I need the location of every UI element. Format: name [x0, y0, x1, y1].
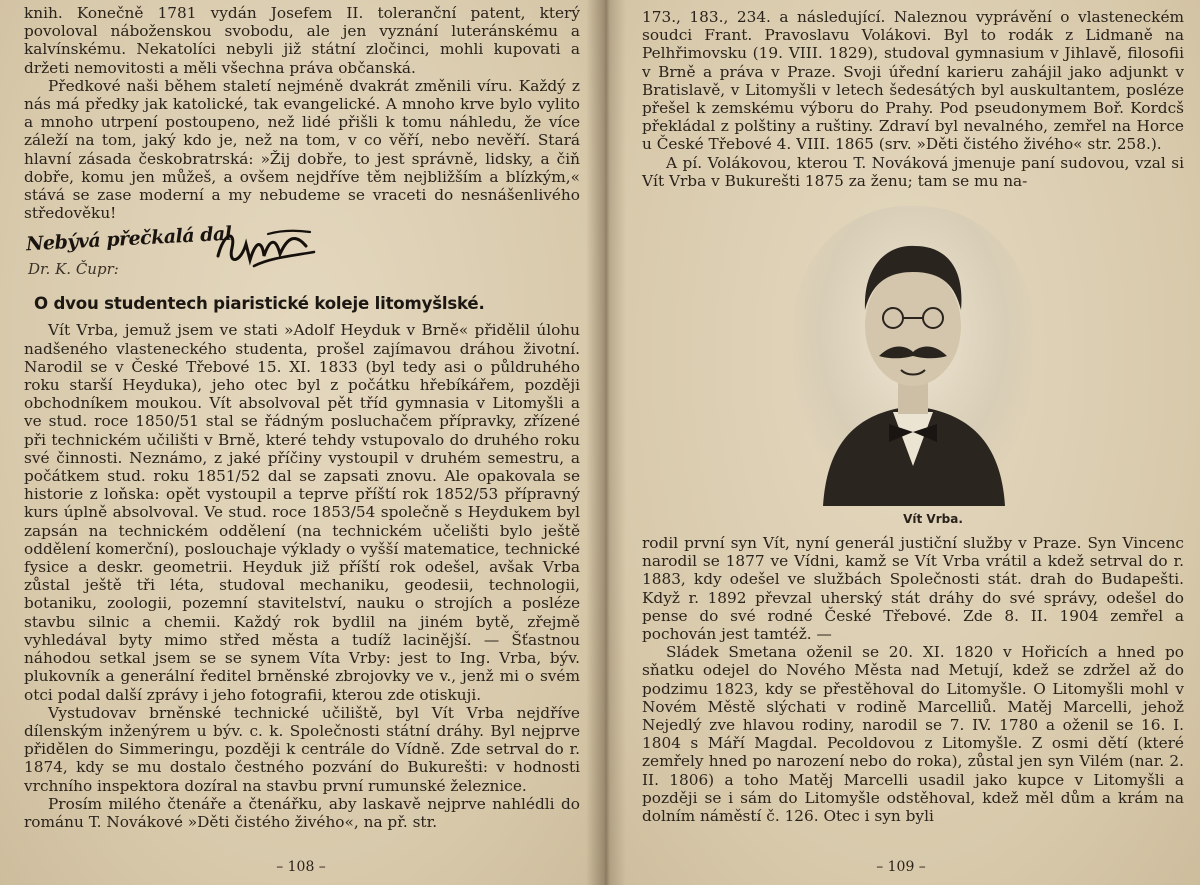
author-name: Dr. K. Čupr:: [28, 260, 119, 279]
portrait-caption: Vít Vrba.: [903, 512, 963, 527]
paragraph: Prosím milého čtenáře a čtenářku, aby laskavě nejprve nahlédli do románu T. Novákové »Děti čistého živého«, na př. str.: [24, 794, 580, 831]
right-page: [602, 0, 1200, 885]
page-number: – 108 –: [276, 859, 326, 875]
page-number: – 109 –: [876, 859, 926, 875]
paragraph: Vystudovav brněnské technické učiliště, byl Vít Vrba nejdříve dílenským inženýrem u býv. c. k. Společnosti státní dráhy. Byl nejprve přidělen do Simmeringu, později k centrále do Vídně. Zde setrval do r. 1874, kdy se mu dostalo čestného pozvání do Bukurešti: v hodnosti vrchního inspektora dozíral na stavbu první rumunské železnice.: [24, 703, 580, 795]
paragraph: A pí. Volákovou, kterou T. Nováková jmenuje paní sudovou, vzal si Vít Vrba v Bukurešti 1875 za ženu; tam se mu na-: [642, 153, 1184, 190]
paragraph: 173., 183., 234. a následující. Naleznou vyprávění o vlasteneckém soudci Frant. Pravoslavu Volákovi. Byl to rodák z Lidmaně na Pelhřimovsku (19. VIII. 1829), studoval gymnasium v Jihlavě, filosofii v Brně a práva v Praze. Svoji úřední karieru zahájil jako adjunkt v Bratislavě, v Litomyšli v letech šedesátých byl auskultantem, posléze přešel k zemskému výboru do Prahy. Pod pseudonymem Boř. Kordcš překládal z polštiny a ruštiny. Zdraví byl nevalného, zemřel na Horce u České Třebové 4. VIII. 1865 (srv. »Děti čistého živého« str. 258.).: [642, 8, 1184, 154]
paragraph: Vít Vrba, jemuž jsem ve stati »Adolf Heyduk v Brně« přidělil úlohu nadšeného vlasteneckého studenta, prošel zajímavou dráhou životní. Narodil se v České Třebové 15. XI. 1833 (byl tedy asi o půldruhého roku starší Heyduka), jeho otec byl z počátku hřebíkářem, později obchodníkem moukou. Vít absolvoval pět tříd gymnasia v Litomyšli a ve stud. roce 1850/51 stal se řádným posluchačem přípravky, zřízené při technickém učilišti v Brně, které tehdy vstupovalo do druhého roku své činnosti. Neznámo, z jaké příčiny vystoupil v druhém semestru, a počátkem stud. roku 1851/52 dal se zapsati znovu. Ale opakovala se historie z loňska: opět vystoupil a teprve příští rok 1852/53 přípravný kurs úplně absolvoval. Ve stud. roce 1853/54 společně s Heydukem byl zapsán na technickém oddělení (na technickém učelišti bylo ještě oddělení komerční), poslouchaje výklady o vyšší matematice, technické fysice a deskr. geometrii. Heyduk již příští rok odešel, avšak Vrba zůstal ještě tři léta, studoval mechaniku, geodesii, technologii, botaniku, zoologii, pozemní stavitelství, nauku o strojích a posléze stavbu silnic a chemii. Každý rok bydlil na jiném bytě, zřejmě vyhledával byty mimo střed města a tudíž lacinější. — Šťastnou náhodou setkal jsem se se synem Víta Vrby: jest to Ing. Vrba, býv. plukovník a generální ředitel brněnské zbrojovky ve v., jenž mi o svém otci podal další zprávy i jeho fotografii, kterou zde otiskuji.: [24, 321, 580, 704]
handwritten-dedication: Nebývá přečkalá dal: [25, 223, 233, 256]
signature-block: [24, 223, 580, 280]
paragraph: Předkové naši během staletí nejméně dvakrát změnili víru. Každý z nás má předky jak katolické, tak evangelické. A mnoho krve bylo vylito a mnoho utrpení postoupeno, než lidé přišli k tomu náhledu, že více záleží na tom, jaký kdo je, než na tom, v co věří, nebo nevěří. Stará hlavní zásada českobratrská: »Žij dobře, to jest správně, lidsky, a čiň dobře, komu jen můžeš, a ovšem nejdříve těm nejbližším a blízkým,« stává se zase moderní a my nebudeme se vraceti do nesnášenlivého středověku!: [24, 76, 580, 223]
paragraph: rodil první syn Vít, nyní generál justiční služby v Praze. Syn Vincenc narodil se 1877 ve Vídni, kamž se Vít Vrba vrátil a kdež setrval do r. 1883, kdy odešel ve službách Společnosti stát. drah do Budapešti. Když r. 1892 převzal uherský stát dráhy do své správy, odešel do pense do své rodné České Třebové. Zde 8. II. 1904 zemřel a pochován jest tamtéž. —: [642, 534, 1184, 644]
portrait-figure: [642, 206, 1184, 526]
paragraph: knih. Konečně 1781 vydán Josefem II. toleranční patent, který povoloval náboženskou svobodu, ale jen vyznání luteránskému a kalvínskému. Nekatolíci nebyli již státní zločinci, mohli kupovati a držeti nemovitosti a měli všechna práva občanská.: [24, 4, 580, 77]
signature-scribble-icon: [210, 226, 320, 272]
portrait-photo: [793, 206, 1033, 506]
portrait-man-icon: [793, 206, 1033, 506]
article-title: O dvou studentech piaristické koleje litomyšlské.: [34, 294, 485, 314]
paragraph: Sládek Smetana oženil se 20. XI. 1820 v Hořicích a hned po sňatku odejel do Nového Města nad Metují, kdež se zdržel až do podzimu 1823, kdy se přestěhoval do Litomyšle. O Litomyšli mohl v Novém Městě slýchati v rodině Marcelliů. Matěj Marcelli, jehož Nejedlý zve hlavou rodiny, narodil se 7. IV. 1780 a oženil se 16. I. 1804 s Máří Magdal. Pecoldovou z Litomyšle. Z osmi dětí (které zemřely hned po narození nebo do roka), zůstal jen syn Vilém (nar. 2. II. 1806) a toho Matěj Marcelli usadil jako kupce v Litomyšli a později se i sám do Litomyšle odstěhoval, kdež měl dům a krám na dolním náměstí č. 126. Otec i syn byli: [642, 643, 1184, 826]
